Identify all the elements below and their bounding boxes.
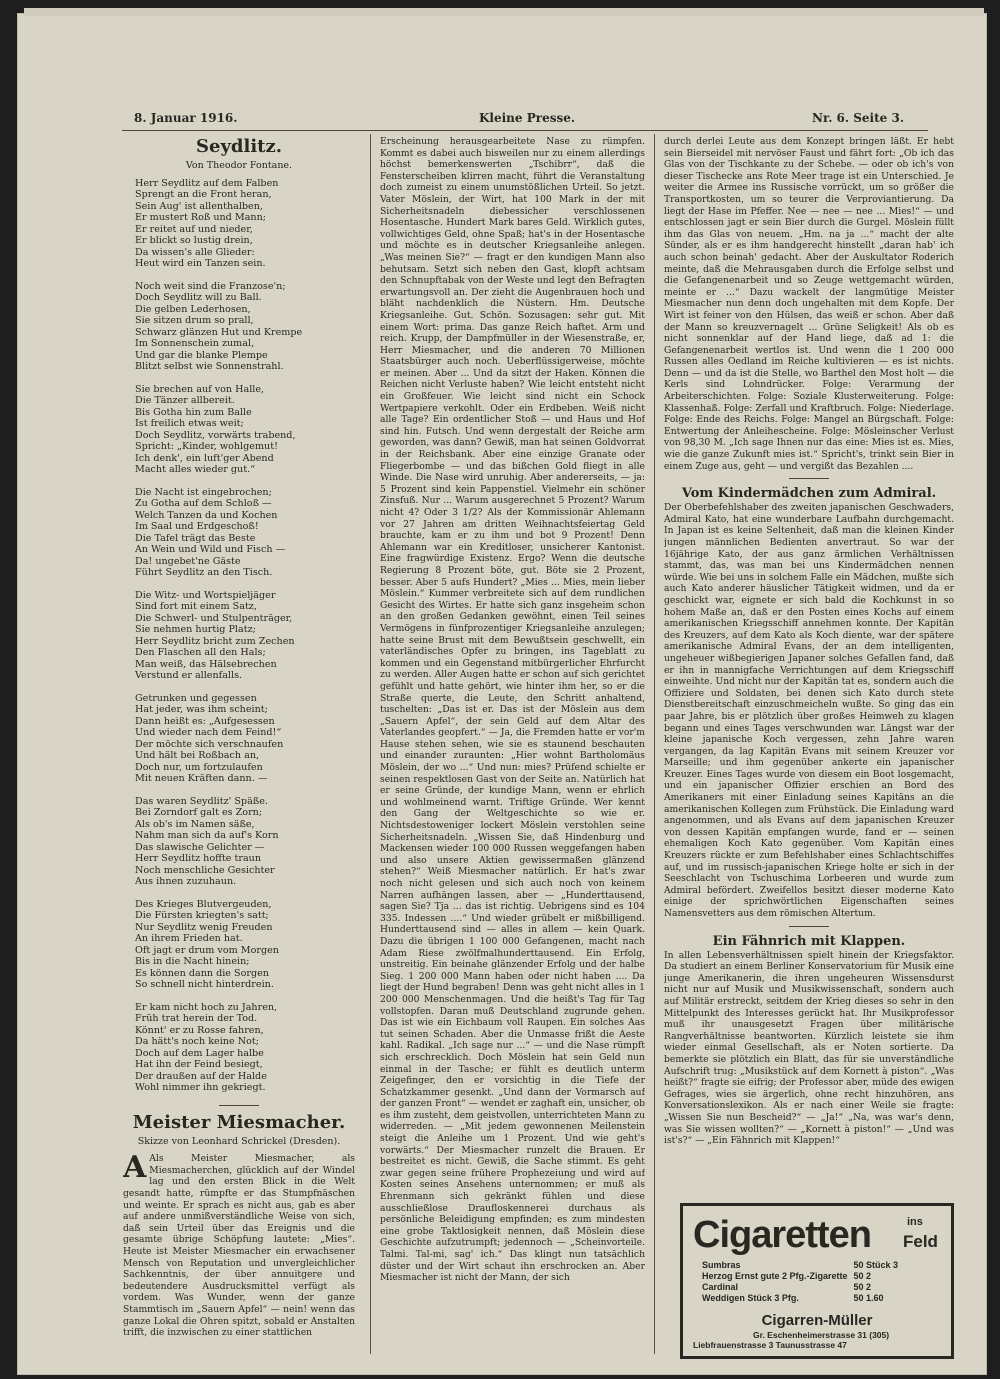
ad-row: Weddigen Stück 3 Pfg. 50 1.60 — [702, 1293, 884, 1303]
poem-line: Ich denk', ein luft'ger Abend — [135, 452, 274, 464]
poem-line: Nahm man sich da auf's Korn — [135, 830, 279, 842]
poem-line: Sie sitzen drum so prall, — [135, 315, 254, 327]
poem-line: Da! ungebet'ne Gäste — [135, 555, 241, 567]
poem-line: Bis in die Nacht hinein; — [135, 956, 250, 968]
poem-line: Und hält bei Roßbach an, — [135, 750, 260, 762]
poem-line: Sind fort mit einem Satz, — [135, 601, 257, 613]
ad-row: Sumbras 50 Stück 3 — [702, 1260, 899, 1270]
poem-line: An Wein und Wild und Fisch — — [135, 544, 286, 556]
poem-stanza — [135, 384, 355, 476]
ad-shop-name: Cigarren-Müller — [761, 1312, 873, 1329]
poem-line: Könnt' er zu Rosse fahren, — [135, 1024, 264, 1036]
poem-line: Verstund er allenfalls. — [135, 670, 243, 682]
poem-stanza — [135, 1002, 355, 1094]
ad-row: Herzog Ernst gute 2 Pfg.-Zigarette 50 2 — [702, 1271, 872, 1281]
poem-stanza — [135, 281, 355, 373]
story-text: A Als Meister Miesmacher, als Miesmacherchen, glücklich auf der Windel lag und den ersten Blick in die Welt gesandt hatte, rümpfte er das Stumpfnäschen und weinte. Er sprach es nicht aus, gab es aber auf andere unmißverständliche Weise von sich, daß sein Urteil über das Ereignis und die gesamte übrige Schöpfung lautete: „Mies“. Heute ist Meister Miesmacher ein erwachsener Mensch von Reputation und unvergleichlicher Sachkenntnis, der über annuitgere und bedeutendere Ausdrucksmittel verfügt als vordem. Was Wunder, wenn der ganze Stammtisch im „Sauern Apfel“ — nein! wenn das ganze Lokal die Ohren spitzt, sobald er Anstalten trifft, die inzwischen zu einer stattlichen — [123, 1150, 355, 1339]
ad-addresses — [693, 1330, 943, 1350]
poem-line: Zu Gotha auf dem Schloß — — [135, 498, 272, 510]
column-3 — [664, 136, 954, 1199]
poem-line: Die Schwerl- und Stulpenträger, — [135, 612, 293, 624]
poem-line: Das waren Seydlitz' Späße. — [135, 795, 268, 807]
ad-address-1: Gr. Eschenheimerstrasse 31 (305) — [753, 1330, 890, 1340]
poem-line: Doch auf dem Lager halbe — [135, 1047, 264, 1059]
poem-line: Als ob's im Namen säße, — [135, 818, 255, 830]
poem-line: Die Witz- und Wortspieljäger — [135, 589, 276, 601]
poem-stanza — [135, 796, 355, 888]
poem-line: Der möchte sich verschnaufen — [135, 738, 284, 750]
story-ending: durch derlei Leute aus dem Konzept bringen läßt. Er hebt sein Bierseidel mit nervöser Faust und fährt fort: „Ob ich das Glas von der Tischkante zu der Schebe. — oder ob ich's von dieser Tischecke ans Rote Meer trage ist ein Unterschied. Je weiter die Armee ins Russische vorrückt, um so größer die Transportkosten, um so teurer die Verproviantierung. Da liegt der Hase im Pfeffer. Nee — nee — nee ... Mies!“ — und entschlossen jagt er sein Bier durch die Gurgel. Möslein füllt ihm das Glas von neuem. „Hm. na ja ...“ macht der alte Sünder, als er es ihm handgerecht hinstellt „daran hab' ich auch schon beinah' gedacht. Aber der Auskultator Roderich meinte, daß die Mehrausgaben durch die Erfolge selbst und die Gefangenenarbeit und so Zeuge wettgemacht würden, meinte er ...“ Dazu wackelt der langmütige Meister Miesmacher nun denn doch ungehalten mit dem Kopfe. Der Wirt ist feiner von den Hülsen, das weiß er schon. Aber daß der Mann so kreuzvernagelt ... Grüne Seligkeit! Als ob es nicht sonnenklar auf der Hand liege, daß ad 1: die Gefangenenarbeit wertlos ist. Und wenn die 1 200 000 Russen alles Oedland im Reiche kultivieren — es ist nichts. Denn — und da ist die Stelle, wo Barthel den Most holt — die Kerls sind Lohndrücker. Folge: Verarmung der Arbeiterschichten. Folge: Soziale Klusterweiterung. Folge: Klassenhaß. Folge: Zerfall und Kraftbruch. Folge: Niederlage. Folge: Ende des Reichs. Folge: Mangel an Bürgschaft. Folge: Entwertung der Anleihescheine. Folge: Mösleinscher Verlust von 98,30 M. „Ich sage Ihnen nur das eine: Mies ist es. Mies, wie die ganze Zukunft mies ist.“ Spricht's, trinkt sein Bier in einem Zuge aus, geht — und vergißt das Bezahlen .... — [664, 136, 954, 472]
poem-line: Doch Seydlitz, vorwärts trabend, — [135, 429, 296, 441]
poem-line: Spricht: „Kinder, wohlgemut! — [135, 441, 278, 453]
poem-line: Da wissen's alle Glieder: — [135, 246, 255, 258]
poem-body — [135, 178, 355, 1094]
poem-stanza — [135, 487, 355, 579]
poem-line: Es können dann die Sorgen — [135, 967, 269, 979]
poem-line: Herr Seydlitz auf dem Falben — [135, 177, 279, 189]
poem-stanza — [135, 178, 355, 270]
poem-line: Heut wird ein Tanzen sein. — [135, 258, 266, 270]
header-date: 8. Januar 1916. — [134, 111, 238, 125]
poem-line: Hat ihn der Feind besiegt, — [135, 1059, 263, 1071]
poem-line: Oft jagt er drum vom Morgen — [135, 944, 279, 956]
separator — [789, 478, 829, 479]
poem-line: Hat jeder, was ihm scheint; — [135, 704, 268, 716]
poem-line: Dann heißt es: „Aufgesessen — [135, 715, 275, 727]
poem-line: Die gelben Lederhosen, — [135, 303, 251, 315]
poem-line: Er reitet auf und nieder, — [135, 223, 253, 235]
poem-line: An ihrem Frieden hat. — [135, 933, 243, 945]
poem-line: Ist freilich etwas weit; — [135, 418, 244, 430]
poem-line: Die Nacht ist eingebrochen; — [135, 486, 272, 498]
separator — [219, 1105, 259, 1106]
poem-line: Und gar die blanke Plempe — [135, 349, 268, 361]
column-rule-2 — [654, 134, 655, 1354]
poem-line: Die Tafel trägt das Beste — [135, 532, 256, 544]
poem-line: Des Krieges Blutvergeuden, — [135, 898, 272, 910]
poem-line: Schwarz glänzen Hut und Krempe — [135, 326, 303, 338]
poem-line: Sprengt an die Front heran, — [135, 189, 272, 201]
column-1 — [123, 136, 355, 1361]
column-2 — [380, 136, 645, 1361]
poem-line: Das slawische Gelichter — — [135, 841, 265, 853]
ad-headline: Cigaretten — [693, 1214, 871, 1256]
poem-line: Bis Gotha hin zum Balle — [135, 406, 252, 418]
poem-line: Führt Seydlitz an den Tisch. — [135, 567, 273, 579]
ad-feld: Feld — [903, 1232, 938, 1251]
poem-line: Sein Aug' ist allenthalben, — [135, 200, 263, 212]
poem-line: Herr Seydlitz bricht zum Zechen — [135, 635, 295, 647]
poem-line: Er blickt so lustig drein, — [135, 235, 253, 247]
poem-line: Macht alles wieder gut.“ — [135, 464, 256, 476]
header-page-number: Nr. 6. Seite 3. — [812, 111, 904, 125]
ad-row: Cardinal 50 2 — [702, 1282, 872, 1292]
poem-line: Wohl nimmer ihn gekriegt. — [135, 1082, 266, 1094]
poem-line: Den Flaschen all den Hals; — [135, 647, 266, 659]
header-rule — [122, 130, 928, 131]
poem-line: Getrunken und gegessen — [135, 692, 257, 704]
admiral-story-title: Vom Kindermädchen zum Admiral. — [681, 486, 937, 502]
poem-stanza — [135, 899, 355, 991]
admiral-story-text: Der Oberbefehlshaber des zweiten japanischen Geschwaders, Admiral Kato, hat eine wunderbare Laufbahn durchgemacht. In Japan ist es keine Seltenheit, daß man die kleinen Kinder jungen männlichen Bedienten anvertraut. So war der 16jährige Kato, der aus ganz ärmlichen Verhältnissen stammt, das, was man bei uns Kindermädchen nennen würde. Wie bei uns in solchem Falle ein Mädchen, mußte sich auch Kato anderer häuslicher Tätigkeit widmen, und da er geschickt war, eignete er sich bald die Kochkunst in so hohem Maße an, daß er den Posten eines Kochs auf einem amerikanischen Kriegsschiff annehmen konnte. Der Kapitän des Kreuzers, auf dem Kato als Koch diente, war der spätere amerikanische Admiral Evans, der an dem intelligenten, ungeheuer wißbegierigen Japaner solches Gefallen fand, daß er ihn in mannigfache Verrichtungen auf dem Kriegsschiff einweihte. Und nicht nur der Kapitän tat es, sondern auch die Offiziere und Soldaten, bei denen sich Kato durch stete Dienstbereitschaft einzuschmeicheln wußte. So ging das ein paar Jahre, bis er plötzlich über großes Heimweh zu klagen begann und eines Tages verschwunden war. Längst war der kleine japanische Koch vergessen, zehn Jahre waren vergangen, da lag Kapitän Evans mit seinem Kreuzer vor Marseille; und ihm gegenüber ankerte ein japanischer Kreuzer. Eines Tages wurde von diesem ein Boot losgemacht, und ein japanischer Offizier erschien an Bord des Amerikaners mit einer Einladung seines Kapitäns an die amerikanischen Kollegen zum Frühstück. Die Einladung ward angenommen, und als Evans auf dem japanischen Kreuzer von dessen Kapitän empfangen wurde, fand er — seinen ehemaligen Koch Kato gegenüber. Vom Kapitän eines Kreuzers rückte er zum Befehlshaber eines Schlachtschiffes auf, und im russisch-japanischen Kriege holte er sich in der Seeschlacht von Tschuschima Lorbeeren und wurde zum Admiral befördert. Zweifellos besitzt dieser moderne Kato einige der sprichwörtlichen Eigenschaften seines Namensvetters aus dem römischen Altertum. — [664, 502, 954, 919]
poem-stanza — [135, 590, 355, 682]
poem-stanza — [135, 693, 355, 785]
ad-address-2: Liebfrauenstrasse 3 Taunusstrasse 47 — [693, 1340, 847, 1350]
poem-line: Mit neuen Kräften dann. — — [135, 773, 268, 785]
poem-line: Bei Zorndorf galt es Zorn; — [135, 807, 263, 819]
poem-line: Aus ihnen zuzuhaun. — [135, 876, 237, 888]
poem-line: Da hätt's noch keine Not; — [135, 1036, 259, 1048]
poem-line: Er mustert Roß und Mann; — [135, 212, 267, 224]
poem-line: Doch nur, um fortzulaufen — [135, 761, 263, 773]
story-continuation: Erscheinung herausgearbeitete Nase zu rümpfen. Kommt es dabei auch bisweilen nur zu einem allerdings höchst bemerkenswerten „Tschibrr“, daß die Fensterscheiben klirren macht, führt die Veranstaltung doch zumeist zu einem unumstößlichen Urteil. So jetzt. Vater Möslein, der Wirt, hat 100 Mark in der mit Sicherheitsnadeln diebessicher verschlossenen Hosentasche. Hundert Mark bares Geld. Wirklich gutes, vollwichtiges Geld, ohne Spaß; hat's in der Hosentasche und möchte es in deutscher Kriegsanleihe anlegen. „Was meinen Sie?“ — fragt er den kundigen Mann also behutsam. Setzt sich neben den Gast, klopft achtsam den Schnupftabak von der Weste und legt den Befragten erwartungsvoll an. Der zieht die Augenbrauen hoch und bläht nachdenklich die Nüstern. Hm. Deutsche Kriegsanleihe. Gut. Schön. Sozusagen: sehr gut. Mit einem Wort: prima. Das ganze Reich haftet. Arm und reich. Krupp, der Dampfmüller in der Wiesenstraße, er, Herr Miesmacher, und die anderen 70 Millionen Staatsbürger auch noch. Ueberflüssigerweise, möchte er meinen. Aber ... Und da sitzt der Haken. Können die Reichen nicht Verluste haben? Wie leicht entsteht nicht ein Großfeuer. Wie leicht sind nicht ein Schock Wertpapiere verkohlt. Oder ein Erdbeben. Weiß nicht alle Tage? Ein ordentlicher Stoß — und Haus und Hof sind hin. Futsch. Und wenn dergestalt der Reiche arm geworden, was dann? Gewiß, man hat seinen Goldvorrat in der Reichsbank. Aber eine einzige Granate oder Fliegerbombe — und das bißchen Gold fliegt in alle Winde. Die Nase wird unruhig. Aber andererseits, — ja: 5 Prozent sind kein Pappenstiel. Vielmehr ein schöner Zinsfuß. Nur ... Warum ausgerechnet 5 Prozent? Warum nicht 4? Oder 3 1/2? Als der Kommissionär Ahlemann vor 27 Jahren am dritten Weihnachtsfeiertag Geld brauchte, kam er zu ihm und bot 9 Prozent! Denn Ahlemann war ein Kreditloser, unsicherer Kantonist. Eine fragwürdige Existenz. Ergo? Wenn die deutsche Regierung 8 Prozent böte, gut. Böte sie 2 Prozent, besser. Aber 5 aufs Hundert? „Mies ... Mies, mein lieber Möslein.“ Kummer verbreitete sich auf dem rundlichen Gesicht des Wirtes. Er hatte sich ganz insgeheim schon an den großen Gedanken gewöhnt, einen Teil seines Vermögens in fünfprozentiger Kriegsanleihe anzulegen; hatte seine Brust mit dem Bewußtsein geschwellt, ein vaterländisches Opfer zu bringen, ins Tageblatt zu kommen und ein Gegenstand mitbürgerlicher Ehrfurcht zu werden. Aller Augen hatte er schon auf sich gerichtet gefühlt und hatte gehört, wie hinter ihm her, so er die Straße querte, die Leute, den Schritt anhaltend, tuschelten: „Das ist er. Das ist der Möslein aus dem „Sauern Apfel“, der sein Geld auf dem Altar des Vaterlandes geopfert.“ — Ja, die Fremden hatte er vor'm Hause stehen sehen, wie sie es staunend beschauten und einander zuraunten: „Hier wohnt Bartholomäus Möslein, der wo ...“ Und nun: mies? Prüfend schielte er seinen respektlosen Gast von der Seite an. Natürlich hat er seine Gründe, der kundige Mann, wenn er ehrlich und wohlmeinend warnt. Triftige Gründe. Wer kennt den Gang der Weltgeschichte so wie er. Nichtsdestoweniger lockert Möslein verstohlen seine Sicherheitsnadeln. „Wissen Sie, daß Hindenburg und Mackensen wieder 100 000 Russen weggefangen haben und also unsere Aktien gewissermaßen glänzend stehen?“ Weiß Miesmacher natürlich. Er hat's zwar noch nicht gelesen und sich auch noch von keinem Narren aufhängen lassen, aber — „Hunderttausend, sagen Sie? Tja ... das ist richtig. Uebrigens sind es 104 335. Indessen ....“ Und wieder grübelt er mißbilligend. Hunderttausend sind — alles in allem — kein Quark. Dazu die übrigen 1 100 000 Gefangenen, macht nach Adam Riese zwölfmalhunderttausend. Ein Erfolg, unstreitig. Ein beinahe glänzender Erfolg und der halbe Sieg. 1 200 000 Mann haben oder nicht haben .... Da liegt der Hund begraben! Denn was geht nicht alles in 1 200 000 Menschenmagen. Und die heißt's Tag für Tag vollstopfen. Daran muß Deutschland zugrunde gehen. Das ist wie ein Eichbaum voll Raupen. Ein solches Aas tut seinen Schaden. Aber die Unmasse frißt die Aeste kahl. Radikal. „Ich sage nur ...“ — und die Nase rümpft sich erschrecklich. Doch Möslein hat sein Geld nun einmal in der Tasche; er fühlt es deutlich unterm Zeigefinger, den er vorsichtig in die Tiefe der Schatzkammer gesenkt. „Und dann der Vormarsch auf der ganzen Front“ — wendet er zaghaft ein, unsicher, ob es ihm zusteht, dem geistvollen, unterrichteten Mann zu widerreden. — „Mit jedem gewonnenen Meilenstein steigt die Anleihe um 1 Prozent. Und wie geht's vorwärts.“ Der Miesmacher runzelt die Brauen. Er bestreitet es nicht. Gewiß, die Sache stimmt. Es geht zwar gegen seine frühere Prophezeiung und wird auf Kosten seines Ansehens unternommen; er muß als Ehrenmann sich gekränkt fühlen und diese ausschließlose Draufloskennerei durchaus als persönliche Beleidigung empfinden; es zum mindesten eine grobe Taktlosigkeit nennen, daß Möslein diese Geschichte aufzutrumpft; jedennoch — „Scheinvorteile. Talmi. Tal-mi, sag' ich.“ Das klingt nun tatsächlich düster und der Wirt schaut ihn erschrocken an. Aber Miesmacher ist nicht der Mann, der sich — [380, 136, 645, 1284]
faehnrich-story-text: In allen Lebensverhältnissen spielt hinein der Kriegsfaktor. Da studiert an einem Berliner Konservatorium für Musik eine junge Amerikanerin, die ihren ungeheuren Wissensdurst nicht nur auf Musik und Musikwissenschaft, sondern auch auf Militär erstreckt, seitdem der Krieg dieses so sehr in den Mittelpunkt des Interesses gerückt hat. Ihr Musikprofessor muß ihr unausgesetzt Fragen über militärische Rangverhältnisse beantworten. Kürzlich leistete sie ihm wieder einmal Gesellschaft, als er Noten sortierte. Da bemerkte sie plötzlich ein Blatt, das für sie unverständliche Aufschrift trug: „Musikstück auf dem Kornett à piston“. „Was heißt?“ fragte sie eifrig; der Professor aber, müde des ewigen Gefrages, wies sie ärgerlich, ohne recht hinzuhören, ans Konversationslexikon. Als er nach einer Weile sie fragte: „Wissen Sie nun Bescheid?“ — „Ja!“ „Na, was war's denn, was Sie wissen wollten?“ — „Kornett à piston!“ — „Und was ist's?“ — „Ein Fähnrich mit Klappen!“ — [664, 949, 954, 1147]
poem-line: Welch Tanzen da und Kochen — [135, 509, 278, 521]
separator — [789, 926, 829, 927]
poem-line: Noch menschliche Gesichter — [135, 864, 275, 876]
poem-line: Die Tänzer allbereit. — [135, 395, 235, 407]
poem-line: Die Fürsten kriegten's satt; — [135, 910, 269, 922]
poem-line: Nur Seydlitz wenig Freuden — [135, 921, 273, 933]
poem-line: Doch Seydlitz will zu Ball. — [135, 292, 262, 304]
header-paper-name: Kleine Presse. — [479, 111, 576, 125]
poem-line: Er kam nicht hoch zu Jahren, — [135, 1001, 278, 1013]
poem-title: Seydlitz. — [196, 136, 282, 157]
poem-line: Früh trat herein der Tod. — [135, 1013, 258, 1025]
poem-line: Im Sonnenschein zumal, — [135, 338, 255, 350]
poem-line: Sie nehmen hurtig Platz; — [135, 624, 256, 636]
poem-line: Sie brechen auf von Halle, — [135, 383, 265, 395]
drop-cap: A — [123, 1150, 147, 1186]
poem-byline: Von Theodor Fontane. — [185, 160, 293, 171]
poem-line: Noch weit sind die Franzose'n; — [135, 280, 286, 292]
column-rule-1 — [370, 134, 371, 1354]
poem-line: Der draußen auf der Halde — [135, 1070, 267, 1082]
poem-line: Man weiß, das Hälsebrechen — [135, 658, 277, 670]
poem-line: Blitzt selbst wie Sonnenstrahl. — [135, 361, 284, 373]
faehnrich-story-title: Ein Fähnrich mit Klappen. — [712, 933, 906, 949]
cigarette-advertisement — [680, 1203, 954, 1359]
poem-line: So schnell nicht hinterdrein. — [135, 979, 274, 991]
ad-ins: ins — [907, 1216, 923, 1228]
newspaper-page — [18, 14, 986, 1374]
poem-line: Und wieder nach dem Feind!“ — [135, 727, 282, 739]
story-byline: Skizze von Leonhard Schrickel (Dresden). — [137, 1135, 341, 1147]
story-title: Meister Miesmacher. — [132, 1111, 346, 1133]
poem-line: Im Saal und Erdgeschoß! — [135, 521, 259, 533]
poem-line: Herr Seydlitz hoffte traun — [135, 853, 262, 865]
ad-price-table — [699, 1260, 901, 1304]
